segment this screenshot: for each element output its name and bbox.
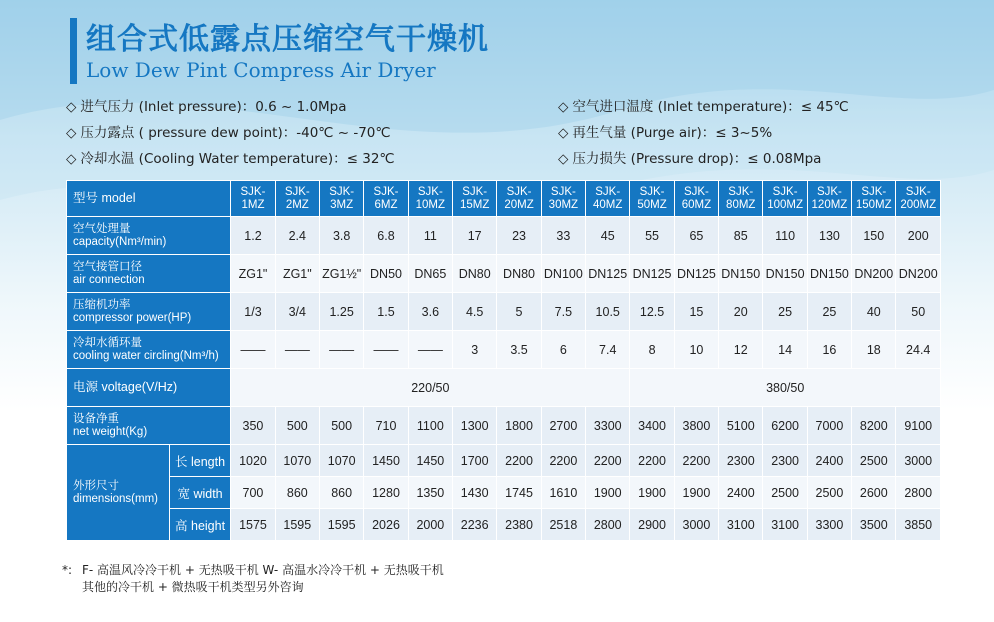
weight-label xyxy=(67,407,231,445)
table-cell: 2200 xyxy=(586,445,630,477)
model-prefix: SJK- xyxy=(417,185,443,198)
diamond-bullet-icon: ◇ xyxy=(558,151,569,167)
diamond-bullet-icon: ◇ xyxy=(66,151,77,167)
table-cell: 2026 xyxy=(364,509,408,541)
air-connection-row xyxy=(67,255,941,293)
model-prefix: SJK- xyxy=(639,185,665,198)
model-prefix: SJK- xyxy=(772,185,798,198)
model-name-0 xyxy=(231,181,275,217)
capacity-row-label-cn: 空气处理量 xyxy=(73,222,131,235)
spec-inlet-temperature: ◇ 空气进口温度 (Inlet temperature)：≤ 45℃ xyxy=(558,99,849,115)
table-cell: 3500 xyxy=(852,509,896,541)
model-name-10 xyxy=(674,181,718,217)
model-name-6 xyxy=(497,181,541,217)
table-cell: 7000 xyxy=(807,407,851,445)
table-cell: 3800 xyxy=(674,407,718,445)
model-prefix: SJK- xyxy=(728,185,754,198)
table-cell: 3850 xyxy=(896,509,941,541)
model-prefix: SJK- xyxy=(816,185,842,198)
model-name-4 xyxy=(408,181,452,217)
model-name-14 xyxy=(852,181,896,217)
table-cell: 3300 xyxy=(586,407,630,445)
table-cell: 700 xyxy=(231,477,275,509)
table-cell: 16 xyxy=(807,331,851,369)
table-cell: DN150 xyxy=(763,255,807,293)
model-code: 40MZ xyxy=(593,198,623,211)
diamond-bullet-icon: ◇ xyxy=(558,99,569,115)
model-code: 2MZ xyxy=(285,198,309,211)
model-prefix: SJK- xyxy=(462,185,488,198)
model-name-1 xyxy=(275,181,319,217)
table-cell: 1595 xyxy=(275,509,319,541)
dimension-sub-label: 高 height xyxy=(169,509,230,541)
table-cell: 14 xyxy=(763,331,807,369)
table-cell: 1610 xyxy=(541,477,585,509)
voltage-high: 380/50 xyxy=(630,369,941,407)
cooling-water-row-label-en: cooling water circling(Nm³/h) xyxy=(73,349,219,362)
voltage-low: 220/50 xyxy=(231,369,630,407)
table-cell: 6 xyxy=(541,331,585,369)
table-cell: 1450 xyxy=(408,445,452,477)
model-name-2 xyxy=(319,181,363,217)
table-cell: 85 xyxy=(719,217,763,255)
table-cell: 23 xyxy=(497,217,541,255)
model-prefix: SJK- xyxy=(683,185,709,198)
table-cell: —— xyxy=(319,331,363,369)
table-cell: 2300 xyxy=(719,445,763,477)
table-cell: DN200 xyxy=(896,255,941,293)
table-cell: 1070 xyxy=(275,445,319,477)
table-cell: 1575 xyxy=(231,509,275,541)
weight-label-cn: 设备净重 xyxy=(73,412,119,425)
air-connection-row-label xyxy=(67,255,231,293)
model-prefix: SJK- xyxy=(861,185,887,198)
table-cell: 350 xyxy=(231,407,275,445)
table-cell: 2500 xyxy=(763,477,807,509)
table-cell: 3.8 xyxy=(319,217,363,255)
model-header: 型号 model xyxy=(67,181,231,217)
table-cell: 20 xyxy=(719,293,763,331)
table-cell: 3.5 xyxy=(497,331,541,369)
table-cell: 2900 xyxy=(630,509,674,541)
model-code: 120MZ xyxy=(811,198,848,211)
compressor-power-row xyxy=(67,293,941,331)
table-cell: 40 xyxy=(852,293,896,331)
model-name-12 xyxy=(763,181,807,217)
dimension-row xyxy=(67,445,941,477)
model-name-13 xyxy=(807,181,851,217)
spec-inlet-pressure: ◇ 进气压力 (Inlet pressure)：0.6 ~ 1.0Mpa xyxy=(66,99,347,115)
table-cell: 3 xyxy=(453,331,497,369)
diamond-bullet-icon: ◇ xyxy=(66,99,77,115)
table-cell: 3000 xyxy=(896,445,941,477)
table-cell: 9100 xyxy=(896,407,941,445)
table-cell: 2400 xyxy=(807,445,851,477)
model-prefix: SJK- xyxy=(550,185,576,198)
table-cell: 25 xyxy=(763,293,807,331)
model-name-9 xyxy=(630,181,674,217)
table-cell: 2500 xyxy=(852,445,896,477)
table-cell: 2800 xyxy=(896,477,941,509)
table-cell: 500 xyxy=(275,407,319,445)
cooling-water-row-label-cn: 冷却水循环量 xyxy=(73,336,142,349)
table-cell: 1900 xyxy=(586,477,630,509)
model-code: 150MZ xyxy=(855,198,892,211)
table-cell: 55 xyxy=(630,217,674,255)
model-name-11 xyxy=(719,181,763,217)
table-cell: 1100 xyxy=(408,407,452,445)
table-cell: 50 xyxy=(896,293,941,331)
cooling-water-row xyxy=(67,331,941,369)
spec-dew-point: ◇ 压力露点 ( pressure dew point)：-40℃ ~ -70℃ xyxy=(66,125,391,141)
table-cell: 1700 xyxy=(453,445,497,477)
dimensions-label xyxy=(67,445,170,541)
table-cell: 3000 xyxy=(674,509,718,541)
table-cell: 5100 xyxy=(719,407,763,445)
table-cell: 7.5 xyxy=(541,293,585,331)
table-cell: —— xyxy=(275,331,319,369)
model-code: 80MZ xyxy=(726,198,756,211)
table-cell: 45 xyxy=(586,217,630,255)
table-cell: ZG1" xyxy=(231,255,275,293)
model-name-3 xyxy=(364,181,408,217)
table-cell: 2200 xyxy=(497,445,541,477)
table-cell: DN80 xyxy=(497,255,541,293)
capacity-row-label-en: capacity(Nm³/min) xyxy=(73,235,167,248)
table-cell: 500 xyxy=(319,407,363,445)
table-cell: 1900 xyxy=(630,477,674,509)
table-cell: 2400 xyxy=(719,477,763,509)
table-cell: 2236 xyxy=(453,509,497,541)
page-subtitle: Low Dew Pint Compress Air Dryer xyxy=(86,58,436,82)
table-cell: 1800 xyxy=(497,407,541,445)
table-cell: DN65 xyxy=(408,255,452,293)
table-cell: DN80 xyxy=(453,255,497,293)
table-cell: DN150 xyxy=(807,255,851,293)
table-cell: 860 xyxy=(319,477,363,509)
table-cell: —— xyxy=(408,331,452,369)
table-cell: 710 xyxy=(364,407,408,445)
table-cell: 2300 xyxy=(763,445,807,477)
air-connection-row-label-en: air connection xyxy=(73,273,145,286)
table-cell: 7.4 xyxy=(586,331,630,369)
model-code: 10MZ xyxy=(415,198,446,211)
table-cell: 12.5 xyxy=(630,293,674,331)
table-cell: 15 xyxy=(674,293,718,331)
table-cell: 1900 xyxy=(674,477,718,509)
diamond-bullet-icon: ◇ xyxy=(558,125,569,141)
spec-table xyxy=(66,180,941,541)
voltage-row xyxy=(67,369,941,407)
spec-pressure-drop: ◇ 压力损失 (Pressure drop)：≤ 0.08Mpa xyxy=(558,151,822,167)
table-cell: 1020 xyxy=(231,445,275,477)
spec-cooling-water-temp: ◇ 冷却水温 (Cooling Water temperature)：≤ 32℃ xyxy=(66,151,395,167)
table-cell: 2380 xyxy=(497,509,541,541)
table-cell: 110 xyxy=(763,217,807,255)
dimension-row xyxy=(67,509,941,541)
table-cell: 2200 xyxy=(541,445,585,477)
model-code: 6MZ xyxy=(374,198,398,211)
table-cell: 1.25 xyxy=(319,293,363,331)
model-name-7 xyxy=(541,181,585,217)
table-cell: 5 xyxy=(497,293,541,331)
table-cell: DN125 xyxy=(630,255,674,293)
diamond-bullet-icon: ◇ xyxy=(66,125,77,141)
table-cell: 860 xyxy=(275,477,319,509)
title-accent-bar xyxy=(70,18,77,84)
table-cell: ZG1½" xyxy=(319,255,363,293)
table-cell: 2518 xyxy=(541,509,585,541)
table-cell: 1450 xyxy=(364,445,408,477)
spec-purge-air: ◇ 再生气量 (Purge air)：≤ 3~5% xyxy=(558,125,773,141)
model-code: 60MZ xyxy=(681,198,712,211)
table-cell: 1745 xyxy=(497,477,541,509)
model-prefix: SJK- xyxy=(284,185,310,198)
table-cell: 2.4 xyxy=(275,217,319,255)
model-prefix: SJK- xyxy=(240,185,266,198)
table-cell: 10 xyxy=(674,331,718,369)
table-cell: DN125 xyxy=(586,255,630,293)
dimension-sub-label: 宽 width xyxy=(169,477,230,509)
table-cell: DN100 xyxy=(541,255,585,293)
table-cell: 200 xyxy=(896,217,941,255)
model-prefix: SJK- xyxy=(905,185,931,198)
table-cell: DN125 xyxy=(674,255,718,293)
header-row xyxy=(67,181,941,217)
table-cell: DN50 xyxy=(364,255,408,293)
model-code: 30MZ xyxy=(548,198,579,211)
table-cell: 1.5 xyxy=(364,293,408,331)
model-code: 3MZ xyxy=(330,198,354,211)
table-cell: 2600 xyxy=(852,477,896,509)
table-cell: 6.8 xyxy=(364,217,408,255)
table-cell: 4.5 xyxy=(453,293,497,331)
table-cell: 1300 xyxy=(453,407,497,445)
model-prefix: SJK- xyxy=(373,185,399,198)
model-prefix: SJK- xyxy=(506,185,532,198)
weight-row xyxy=(67,407,941,445)
model-code: 50MZ xyxy=(637,198,667,211)
table-cell: 2200 xyxy=(674,445,718,477)
table-cell: 150 xyxy=(852,217,896,255)
table-cell: —— xyxy=(231,331,275,369)
table-cell: 3300 xyxy=(807,509,851,541)
model-code: 200MZ xyxy=(900,198,937,211)
footnote-mark: *: xyxy=(62,563,73,577)
table-cell: DN200 xyxy=(852,255,896,293)
dimension-row xyxy=(67,477,941,509)
table-cell: 3.6 xyxy=(408,293,452,331)
model-code: 100MZ xyxy=(767,198,803,211)
table-cell: 6200 xyxy=(763,407,807,445)
footnote-line-2: 其他的冷干机 + 微热吸干机类型另外咨询 xyxy=(82,580,304,594)
table-cell: 18 xyxy=(852,331,896,369)
capacity-row xyxy=(67,217,941,255)
voltage-label: 电源 voltage(V/Hz) xyxy=(67,369,231,407)
compressor-power-row-label xyxy=(67,293,231,331)
table-cell: 3/4 xyxy=(275,293,319,331)
model-name-5 xyxy=(453,181,497,217)
table-cell: 1595 xyxy=(319,509,363,541)
table-cell: ZG1" xyxy=(275,255,319,293)
table-cell: 2500 xyxy=(807,477,851,509)
dimensions-label-cn: 外形尺寸 xyxy=(73,479,119,492)
weight-label-en: net weight(Kg) xyxy=(73,425,148,438)
table-cell: 33 xyxy=(541,217,585,255)
table-cell: 8 xyxy=(630,331,674,369)
footnote-line-1: F- 高温风冷冷干机 + 无热吸干机 W- 高温水冷冷干机 + 无热吸干机 xyxy=(82,563,444,577)
table-cell: 10.5 xyxy=(586,293,630,331)
table-cell: 2700 xyxy=(541,407,585,445)
table-cell: 3400 xyxy=(630,407,674,445)
air-connection-row-label-cn: 空气接管口径 xyxy=(73,260,142,273)
cooling-water-row-label xyxy=(67,331,231,369)
compressor-power-row-label-en: compressor power(HP) xyxy=(73,311,192,324)
table-cell: 65 xyxy=(674,217,718,255)
table-cell: 1350 xyxy=(408,477,452,509)
model-name-15 xyxy=(896,181,941,217)
table-cell: 1070 xyxy=(319,445,363,477)
table-cell: 25 xyxy=(807,293,851,331)
capacity-row-label xyxy=(67,217,231,255)
table-cell: 12 xyxy=(719,331,763,369)
table-cell: 8200 xyxy=(852,407,896,445)
model-prefix: SJK- xyxy=(329,185,355,198)
table-cell: 1280 xyxy=(364,477,408,509)
model-code: 15MZ xyxy=(459,198,490,211)
table-cell: 3100 xyxy=(719,509,763,541)
table-cell: 2800 xyxy=(586,509,630,541)
table-cell: 1430 xyxy=(453,477,497,509)
table-cell: 17 xyxy=(453,217,497,255)
page-title: 组合式低露点压缩空气干燥机 xyxy=(86,22,489,57)
table-cell: 1/3 xyxy=(231,293,275,331)
table-cell: DN150 xyxy=(719,255,763,293)
table-cell: 11 xyxy=(408,217,452,255)
model-code: 1MZ xyxy=(241,198,265,211)
dimension-sub-label: 长 length xyxy=(169,445,230,477)
table-cell: 24.4 xyxy=(896,331,941,369)
compressor-power-row-label-cn: 压缩机功率 xyxy=(73,298,131,311)
footnote xyxy=(62,562,444,596)
model-name-8 xyxy=(586,181,630,217)
table-cell: 2000 xyxy=(408,509,452,541)
table-cell: 1.2 xyxy=(231,217,275,255)
table-cell: 2200 xyxy=(630,445,674,477)
table-cell: —— xyxy=(364,331,408,369)
table-cell: 130 xyxy=(807,217,851,255)
model-code: 20MZ xyxy=(504,198,534,211)
model-prefix: SJK- xyxy=(595,185,621,198)
table-cell: 3100 xyxy=(763,509,807,541)
dimensions-label-en: dimensions(mm) xyxy=(73,492,158,505)
